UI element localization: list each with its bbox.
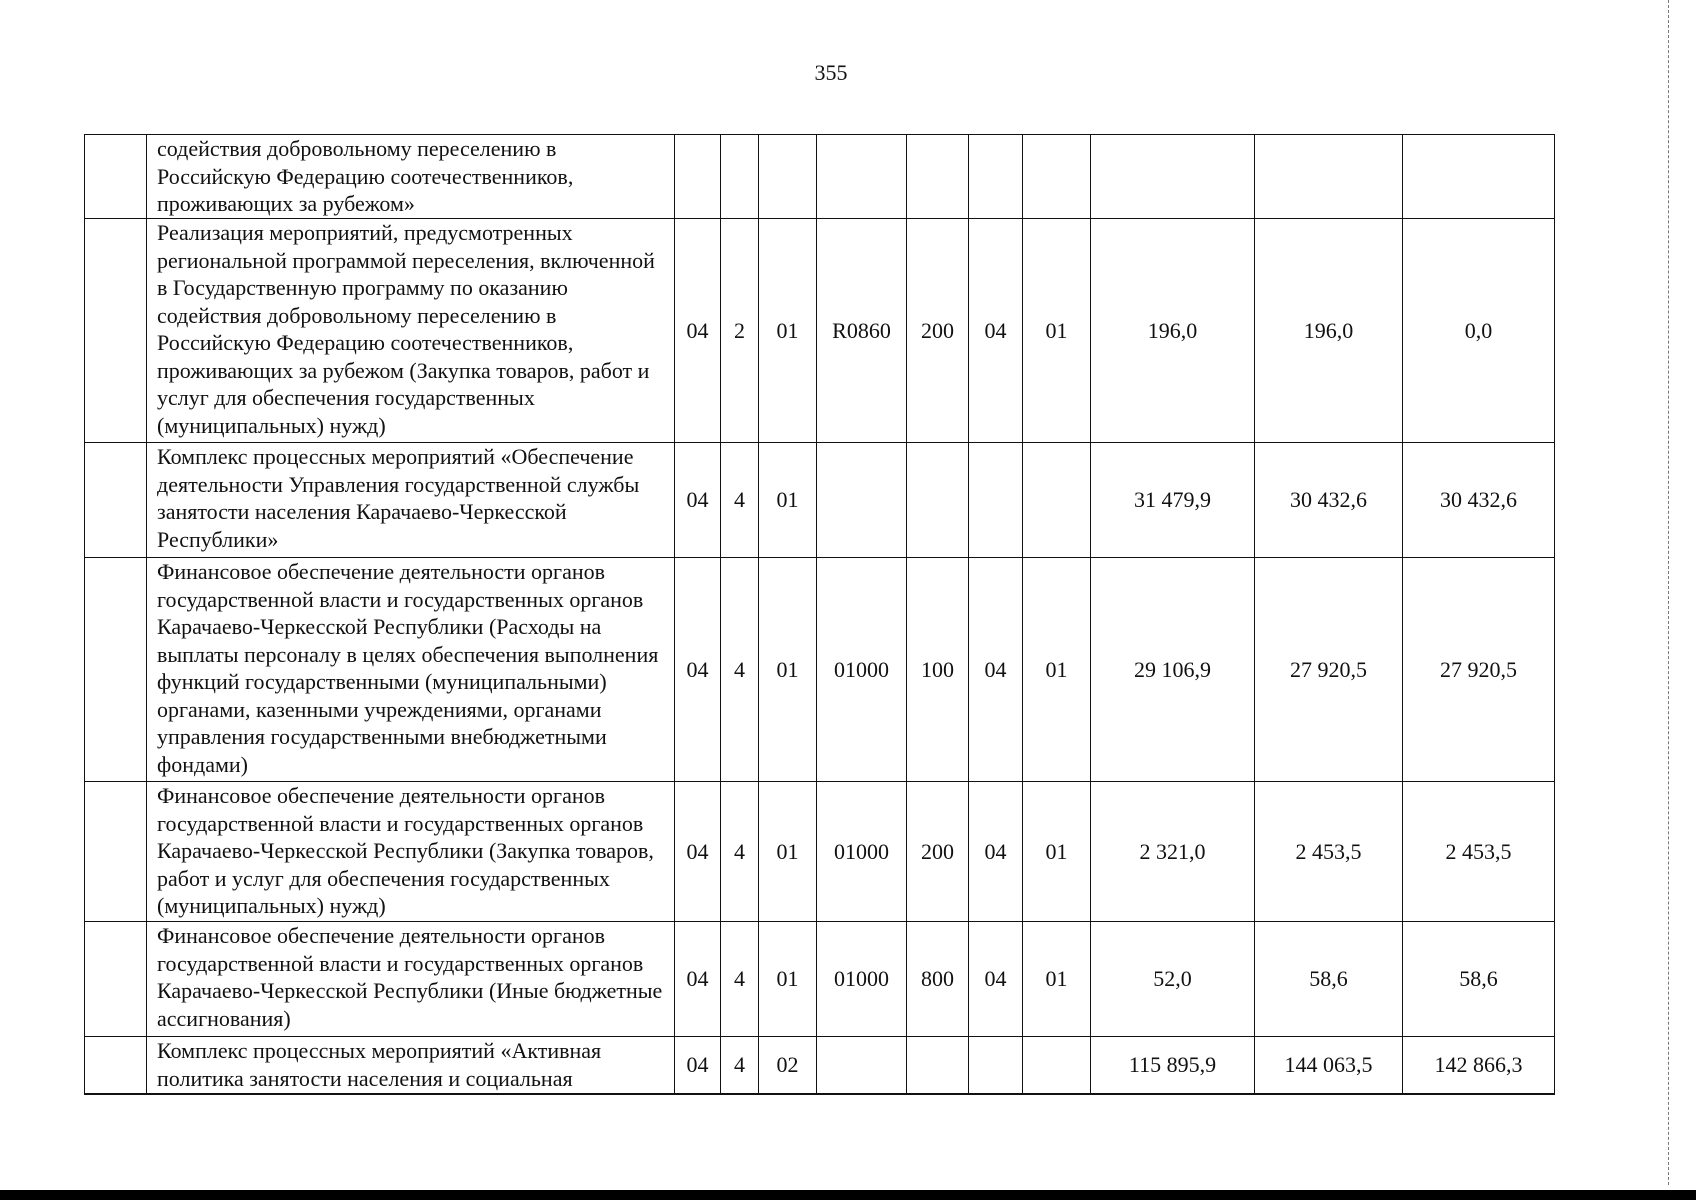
code-cell: 2 <box>721 219 759 443</box>
code-cell: 01000 <box>817 922 907 1037</box>
row-name: Комплекс процессных мероприятий «Активная политика занятости населения и социальная <box>147 1037 675 1094</box>
code-cell: 01 <box>1023 922 1091 1037</box>
code-cell <box>969 1037 1023 1094</box>
value-cell-1: 115 895,9 <box>1091 1037 1255 1094</box>
value-cell-2: 144 063,5 <box>1255 1037 1403 1094</box>
code-cell: 200 <box>907 219 969 443</box>
value-cell-1: 29 106,9 <box>1091 558 1255 782</box>
row-name: Комплекс процессных мероприятий «Обеспечение деятельности Управления государственной службы занятости населения Карачаево-Черкесской Республики» <box>147 443 675 558</box>
code-cell: 4 <box>721 922 759 1037</box>
code-cell: 01 <box>1023 558 1091 782</box>
value-cell-3: 0,0 <box>1403 219 1555 443</box>
row-name: содействия добровольному переселению в Российскую Федерацию соотечественников, проживающих за рубежом» <box>147 135 675 219</box>
row-index-cell <box>85 443 147 558</box>
code-cell: 4 <box>721 1037 759 1094</box>
row-index-cell <box>85 922 147 1037</box>
table-row <box>85 558 1555 782</box>
value-cell-2: 196,0 <box>1255 219 1403 443</box>
code-cell: 01 <box>759 922 817 1037</box>
table-row <box>85 782 1555 922</box>
table-row <box>85 443 1555 558</box>
code-cell: 04 <box>675 443 721 558</box>
value-cell-1: 31 479,9 <box>1091 443 1255 558</box>
code-cell <box>817 135 907 219</box>
code-cell: 01 <box>759 782 817 922</box>
budget-table <box>84 134 1555 1095</box>
code-cell <box>1023 135 1091 219</box>
row-index-cell <box>85 782 147 922</box>
code-cell: 4 <box>721 443 759 558</box>
code-cell <box>759 135 817 219</box>
code-cell: 4 <box>721 782 759 922</box>
code-cell: 04 <box>675 922 721 1037</box>
value-cell-2: 27 920,5 <box>1255 558 1403 782</box>
code-cell: 02 <box>759 1037 817 1094</box>
code-cell <box>907 1037 969 1094</box>
row-index-cell <box>85 1037 147 1094</box>
scan-margin-line <box>1668 0 1669 1185</box>
row-index-cell <box>85 219 147 443</box>
table-row <box>85 135 1555 219</box>
value-cell-3: 27 920,5 <box>1403 558 1555 782</box>
code-cell: 04 <box>969 922 1023 1037</box>
code-cell: 04 <box>969 782 1023 922</box>
code-cell <box>907 135 969 219</box>
code-cell <box>1023 1037 1091 1094</box>
value-cell-1 <box>1091 135 1255 219</box>
code-cell: 04 <box>969 219 1023 443</box>
row-name: Финансовое обеспечение деятельности органов государственной власти и государственных органов Карачаево-Черкесской Республики (Иные бюджетные ассигнования) <box>147 922 675 1037</box>
code-cell: 01 <box>759 558 817 782</box>
code-cell: 01 <box>1023 782 1091 922</box>
row-name: Финансовое обеспечение деятельности органов государственной власти и государственных органов Карачаево-Черкесской Республики (Расходы на выплаты персоналу в целях обеспечения выполнения функций государственными (муниципальными) органами, казенными учреждениями, органами управления государственными внебюджетными фондами) <box>147 558 675 782</box>
value-cell-3: 58,6 <box>1403 922 1555 1037</box>
row-name: Финансовое обеспечение деятельности органов государственной власти и государственных органов Карачаево-Черкесской Республики (Закупка товаров, работ и услуг для обеспечения государственных (муниципальных) нужд) <box>147 782 675 922</box>
code-cell <box>675 135 721 219</box>
value-cell-1: 196,0 <box>1091 219 1255 443</box>
code-cell: 04 <box>675 219 721 443</box>
table-row <box>85 1037 1555 1094</box>
code-cell: 04 <box>675 558 721 782</box>
value-cell-3: 2 453,5 <box>1403 782 1555 922</box>
code-cell: 01000 <box>817 558 907 782</box>
code-cell: R0860 <box>817 219 907 443</box>
code-cell <box>817 1037 907 1094</box>
code-cell: 01 <box>759 219 817 443</box>
value-cell-3: 30 432,6 <box>1403 443 1555 558</box>
code-cell: 01 <box>759 443 817 558</box>
table-row <box>85 219 1555 443</box>
code-cell <box>817 443 907 558</box>
code-cell <box>721 135 759 219</box>
code-cell <box>907 443 969 558</box>
page-number: 355 <box>814 60 848 85</box>
scan-bottom-edge <box>0 1190 1696 1200</box>
row-index-cell <box>85 558 147 782</box>
code-cell: 100 <box>907 558 969 782</box>
table-row <box>85 922 1555 1037</box>
code-cell: 01000 <box>817 782 907 922</box>
code-cell: 200 <box>907 782 969 922</box>
code-cell: 04 <box>969 558 1023 782</box>
row-name: Реализация мероприятий, предусмотренных региональной программой переселения, включенной в Государственную программу по оказанию содействия добровольному переселению в Российскую Федерацию соотечественников, проживающих за рубежом (Закупка товаров, работ и услуг для обеспечения государственных (муниципальных) нужд) <box>147 219 675 443</box>
value-cell-2: 58,6 <box>1255 922 1403 1037</box>
row-index-cell <box>85 135 147 219</box>
code-cell: 4 <box>721 558 759 782</box>
code-cell: 800 <box>907 922 969 1037</box>
value-cell-2 <box>1255 135 1403 219</box>
code-cell: 01 <box>1023 219 1091 443</box>
code-cell: 04 <box>675 782 721 922</box>
code-cell <box>969 135 1023 219</box>
value-cell-3: 142 866,3 <box>1403 1037 1555 1094</box>
code-cell: 04 <box>675 1037 721 1094</box>
value-cell-3 <box>1403 135 1555 219</box>
value-cell-1: 52,0 <box>1091 922 1255 1037</box>
value-cell-2: 2 453,5 <box>1255 782 1403 922</box>
code-cell <box>1023 443 1091 558</box>
value-cell-2: 30 432,6 <box>1255 443 1403 558</box>
code-cell <box>969 443 1023 558</box>
value-cell-1: 2 321,0 <box>1091 782 1255 922</box>
